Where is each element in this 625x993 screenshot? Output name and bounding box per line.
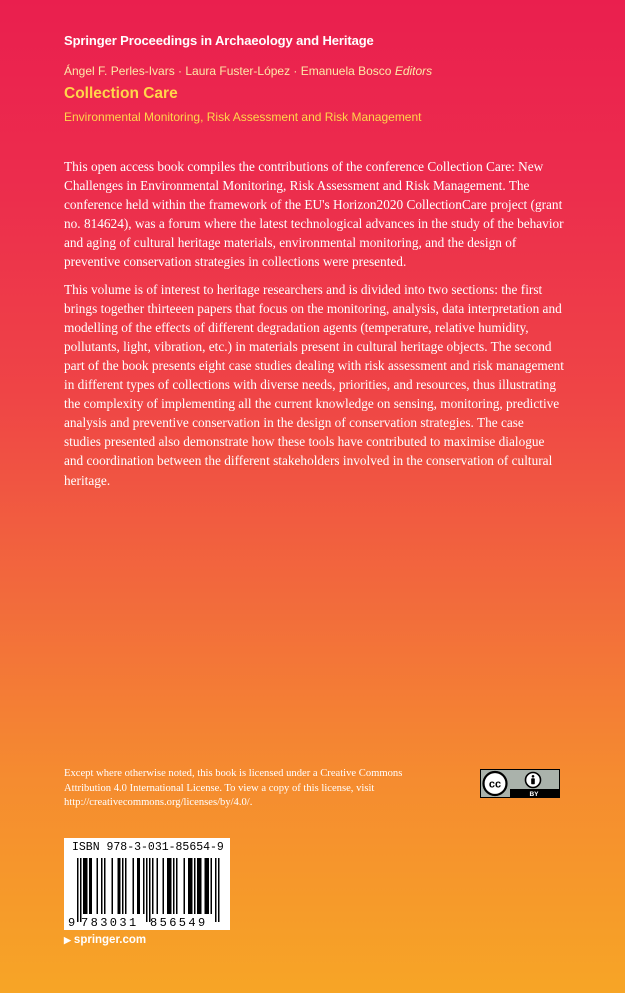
barcode-bar [173,858,175,914]
barcode-bar [83,858,85,914]
barcode-bar [163,858,165,914]
barcode-graphic [64,838,230,930]
barcode-bar [205,858,207,914]
barcode-right-digits: 856549 [150,916,208,930]
barcode-bar [157,858,159,914]
barcode-bar [170,858,172,914]
barcode-guard-bar [218,858,220,922]
barcode-bar [176,858,178,914]
barcode-guard-bar [215,858,217,922]
barcode-bar [112,858,114,914]
barcode-bar [143,858,145,914]
barcode-bar [169,858,171,914]
back-cover-blurb [64,157,564,498]
barcode-guard-bar [146,858,148,922]
cc-by-license-badge [480,769,560,798]
barcode-bar [188,858,190,914]
barcode-bar [97,858,99,914]
barcode-bar [91,858,93,914]
by-glyph: BY [529,790,539,797]
blurb-paragraph-2: This volume is of interest to heritage researchers and is divided into two sections: the first brings together thirteeen papers that focus on the monitoring, analysis, data interpretation and modelling of the effects of different degradation agents (temperature, relative humidity, pollutants, light, vibration, etc.) in materials present in cultural heritage objects. The second part of the book presents eight case studies dealing with risk assessment and risk management in different types of collections with diverse needs, priorities, and resources, thus illustrating the complexity of implementing all the current knowledge on sensing, monitoring, predictive analysis and preventive conservation in the design of conservation strategies. The case studies presented also demonstrate how these tools have contributed to maximise dialogue and coordination between the different stakeholders involved in the conservation of cultural heritage. [64,281,564,488]
barcode-bar [208,858,210,914]
isbn-label: ISBN 978-3-031-85654-9 [72,841,224,854]
cc-by-icon [481,770,559,797]
arrow-right-icon: ▶ [64,935,71,945]
cc-glyph: cc [488,778,502,791]
barcode-bar [101,858,103,914]
barcode-bar [152,858,154,914]
barcode-bar [191,858,193,914]
barcode-bar [211,858,213,914]
barcode-bar [89,858,91,914]
barcode-bar [137,858,139,914]
publisher-link[interactable] [64,934,146,946]
blurb-paragraph-1: This open access book compiles the contributions of the conference Collection Care: New Challenges in Environmental Monitoring, Risk Assessment and Risk Management. The conference held within the framework of the EU's Horizon2020 CollectionCare project (grant no. 814624), was a forum where the latest technological advances in the study of the behavior and aging of cultural heritage materials, environmental monitoring, and the design of preventive conservation strategies in collections were presented. [64,159,564,270]
barcode-bar [184,858,186,914]
barcode-bar [85,858,87,914]
barcode-bar [190,858,192,914]
barcode-bar [122,858,124,914]
barcode-bar [139,858,141,914]
barcode-guard-bar [149,858,151,922]
barcode-bar [167,858,169,914]
editor-names: Ángel F. Perles-Ivars · Laura Fuster-López · Emanuela Bosco [64,64,392,78]
barcode-bar [119,858,121,914]
series-title: Springer Proceedings in Archaeology and Heritage [64,33,374,48]
publisher-name: springer.com [73,934,147,946]
license-notice: Except where otherwise noted, this book is licensed under a Creative Commons Attribution 4.0 International License. To view a copy of this license, visit http://creativecommons.org/licenses/by/4.0/. [64,768,403,808]
barcode-guard-bar [77,858,79,922]
barcode-bar [206,858,208,914]
editors-line [64,64,432,78]
editors-role: Editors [394,64,433,78]
isbn-barcode [64,838,230,930]
barcode-bar [133,858,135,914]
barcode-bar [194,858,196,914]
book-subtitle: Environmental Monitoring, Risk Assessment and Risk Management [64,110,422,124]
barcode-left-digits: 783031 [81,916,139,930]
barcode-bar [104,858,106,914]
barcode-bar [86,858,88,914]
book-title: Collection Care [64,85,178,102]
barcode-bar [125,858,127,914]
barcode-lead-digit: 9 [68,916,76,930]
barcode-bar [118,858,120,914]
barcode-bar [200,858,202,914]
barcode-bar [197,858,199,914]
barcode-guard-bar [80,858,82,922]
barcode-bar [199,858,201,914]
